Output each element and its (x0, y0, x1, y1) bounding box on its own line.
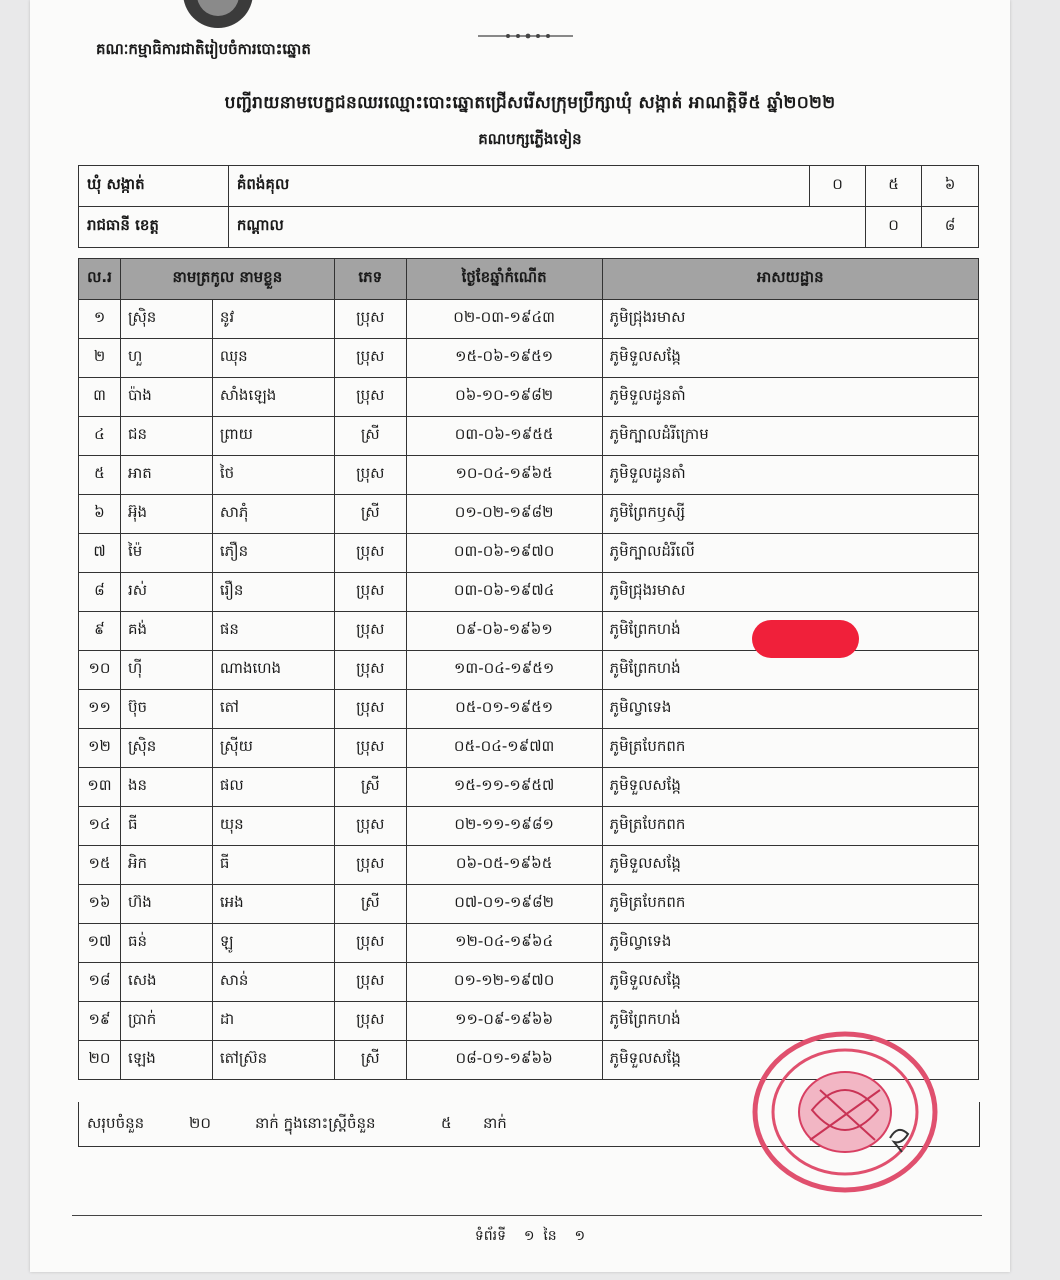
given-name-cell: ណាងហេង (212, 651, 334, 690)
page-of-label: នៃ (543, 1228, 557, 1244)
sex-cell: ប្រុស (334, 456, 406, 495)
address-cell: ភូមិទួលសង្កែ (602, 768, 978, 807)
given-name-cell: តៅស្រ៊ន (212, 1041, 334, 1080)
sex-cell: ប្រុស (334, 573, 406, 612)
row-number: ១ (79, 300, 121, 339)
date-of-birth-cell: ១៥-១១-១៩៥៧ (406, 768, 602, 807)
date-of-birth-cell: ១០-០៤-១៩៦៥ (406, 456, 602, 495)
province-code-digit: ៨ (922, 207, 979, 248)
table-row (79, 300, 979, 339)
province-label: រាជធានី ខេត្ត (79, 207, 229, 248)
given-name-cell: សាំងឡេង (212, 378, 334, 417)
address-cell: ភូមិជ្រុងរមាស (602, 573, 978, 612)
given-name-cell: ឡូ (212, 924, 334, 963)
given-name-cell: យុន (212, 807, 334, 846)
table-row (79, 885, 979, 924)
date-of-birth-cell: ០៥-០៤-១៩៧៣ (406, 729, 602, 768)
given-name-cell: សាភុំ (212, 495, 334, 534)
column-header-address: អាសយដ្ឋាន (602, 259, 978, 300)
sex-cell: ស្រី (334, 768, 406, 807)
surname-cell: ធន់ (120, 924, 212, 963)
surname-cell: សេង (120, 963, 212, 1002)
table-row (79, 378, 979, 417)
address-cell: ភូមិត្របែកពក (602, 729, 978, 768)
sex-cell: ស្រី (334, 885, 406, 924)
commune-row (79, 166, 979, 207)
table-header-row (79, 259, 979, 300)
address-cell: ភូមិត្របែកពក (602, 807, 978, 846)
given-name-cell: ធី (212, 846, 334, 885)
row-number: ៤ (79, 417, 121, 456)
surname-cell: ម៉ៃ (120, 534, 212, 573)
date-of-birth-cell: ០១-១២-១៩៧០ (406, 963, 602, 1002)
official-seal-icon (750, 1030, 940, 1195)
address-cell: ភូមិទួលដូនតាំ (602, 456, 978, 495)
surname-cell: ឡេង (120, 1041, 212, 1080)
surname-cell: ស្រ៊ិន (120, 300, 212, 339)
row-number: ១៤ (79, 807, 121, 846)
given-name-cell: សាន់ (212, 963, 334, 1002)
commission-name: គណៈកម្មាធិការជាតិរៀបចំការបោះឆ្នោត (96, 40, 311, 58)
party-name: គណបក្សភ្លើងទៀន (478, 130, 582, 148)
women-count: ៥ (441, 1114, 452, 1132)
row-number: ១៨ (79, 963, 121, 1002)
sex-cell: ប្រុស (334, 378, 406, 417)
sex-cell: ប្រុស (334, 924, 406, 963)
table-row (79, 339, 979, 378)
given-name-cell: ថៃ (212, 456, 334, 495)
date-of-birth-cell: ០៣-០៦-១៩៧៤ (406, 573, 602, 612)
total-count: ២០ (189, 1114, 211, 1132)
row-number: ១៧ (79, 924, 121, 963)
row-number: ១៣ (79, 768, 121, 807)
sex-cell: ប្រុស (334, 729, 406, 768)
commune-value: គំពង់គុល (228, 166, 809, 207)
column-header-dob: ថ្ងៃខែឆ្នាំកំណើត (406, 259, 602, 300)
address-cell: ភូមិជ្រុងរមាស (602, 300, 978, 339)
sex-cell: ប្រុស (334, 963, 406, 1002)
date-of-birth-cell: ០២-០៣-១៩៤៣ (406, 300, 602, 339)
row-number: ១១ (79, 690, 121, 729)
table-row (79, 729, 979, 768)
date-of-birth-cell: ១៥-០៦-១៩៥១ (406, 339, 602, 378)
row-number: ៧ (79, 534, 121, 573)
sex-cell: ប្រុស (334, 339, 406, 378)
given-name-cell: រឿន (212, 573, 334, 612)
row-number: ២០ (79, 1041, 121, 1080)
surname-cell: អ៊ុង (120, 495, 212, 534)
surname-cell: រស់ (120, 573, 212, 612)
candidates-table (78, 258, 979, 1080)
row-number: ២ (79, 339, 121, 378)
surname-cell: ហួ (120, 339, 212, 378)
row-number: ១២ (79, 729, 121, 768)
page-number (0, 1226, 1060, 1247)
given-name-cell: អេង (212, 885, 334, 924)
commune-code-digit: ០ (810, 166, 866, 207)
address-cell: ភូមិព្រែកហង់ (602, 651, 978, 690)
table-row (79, 417, 979, 456)
table-row (79, 963, 979, 1002)
province-row (79, 207, 979, 248)
table-row (79, 456, 979, 495)
sex-cell: ប្រុស (334, 1002, 406, 1041)
surname-cell: អាត (120, 456, 212, 495)
decorative-divider-icon (478, 30, 573, 42)
given-name-cell: ព្រាយ (212, 417, 334, 456)
date-of-birth-cell: ០២-១១-១៩៨១ (406, 807, 602, 846)
date-of-birth-cell: ០៦-១០-១៩៨២ (406, 378, 602, 417)
address-cell: ភូមិត្របែកពក (602, 885, 978, 924)
sex-cell: ប្រុស (334, 300, 406, 339)
address-cell: ភូមិព្រែកឫស្សី (602, 495, 978, 534)
table-row (79, 690, 979, 729)
given-name-cell: ផន (212, 612, 334, 651)
given-name-cell: ភឿន (212, 534, 334, 573)
sex-cell: ប្រុស (334, 846, 406, 885)
date-of-birth-cell: ១១-០៩-១៩៦៦ (406, 1002, 602, 1041)
surname-cell: អិក (120, 846, 212, 885)
row-number: ១៦ (79, 885, 121, 924)
table-row (79, 573, 979, 612)
surname-cell: ស្រ៊ិន (120, 729, 212, 768)
address-cell: ភូមិទួលសង្កែ (602, 1041, 978, 1080)
total-label: សរុបចំនួន (87, 1114, 145, 1132)
sex-cell: ប្រុស (334, 807, 406, 846)
total-unit-label: នាក់ ក្នុងនោះស្ត្រីចំនួន (255, 1114, 376, 1132)
table-row (79, 807, 979, 846)
row-number: ៥ (79, 456, 121, 495)
date-of-birth-cell: ០១-០២-១៩៨២ (406, 495, 602, 534)
table-row (79, 534, 979, 573)
row-number: ១០ (79, 651, 121, 690)
date-of-birth-cell: ០៩-០៦-១៩៦១ (406, 612, 602, 651)
page-label: ទំព័រទី (474, 1228, 506, 1244)
address-cell: ភូមិទួលសង្កែ (602, 339, 978, 378)
province-code-digit: ០ (866, 207, 922, 248)
date-of-birth-cell: ០៧-០១-១៩៨២ (406, 885, 602, 924)
address-cell: ភូមិទួលសង្កែ (602, 963, 978, 1002)
row-number: ៣ (79, 378, 121, 417)
page-total: ១ (574, 1228, 586, 1244)
surname-cell: ប៉ាង (120, 378, 212, 417)
table-row (79, 846, 979, 885)
address-cell: ភូមិទួលសង្កែ (602, 846, 978, 885)
given-name-cell: ដា (212, 1002, 334, 1041)
row-number: ១៥ (79, 846, 121, 885)
date-of-birth-cell: ១៣-០៤-១៩៥១ (406, 651, 602, 690)
table-row (79, 768, 979, 807)
sex-cell: ប្រុស (334, 651, 406, 690)
surname-cell: ហ៊ង (120, 885, 212, 924)
sex-cell: ប្រុស (334, 534, 406, 573)
column-header-no: ល.រ (79, 259, 121, 300)
commune-code-digit: ៦ (922, 166, 979, 207)
table-body (79, 300, 979, 1080)
given-name-cell: ឈុន (212, 339, 334, 378)
surname-cell: ប្រាក់ (120, 1002, 212, 1041)
sex-cell: ស្រី (334, 495, 406, 534)
address-cell: ភូមិក្បាលដំរីក្រោម (602, 417, 978, 456)
table-row (79, 495, 979, 534)
surname-cell: ងន (120, 768, 212, 807)
page-current: ១ (523, 1228, 535, 1244)
column-header-sex: ភេទ (334, 259, 406, 300)
address-cell: ភូមិទួលដូនតាំ (602, 378, 978, 417)
address-cell: ភូមិល្វាទេង (602, 690, 978, 729)
commune-code-digit: ៥ (866, 166, 922, 207)
row-number: ៩ (79, 612, 121, 651)
sex-cell: ប្រុស (334, 612, 406, 651)
sex-cell: ប្រុស (334, 690, 406, 729)
date-of-birth-cell: ០៦-០៥-១៩៦៥ (406, 846, 602, 885)
row-number: ៨ (79, 573, 121, 612)
date-of-birth-cell: ០៨-០១-១៩៦៦ (406, 1041, 602, 1080)
address-cell: ភូមិល្វាទេង (602, 924, 978, 963)
page-title: បញ្ជីរាយនាមបេក្ខជនឈរឈ្មោះបោះឆ្នោតជ្រើសរើសក្រុមប្រឹក្សាឃុំ សង្កាត់ អាណត្តិទី៥ ឆ្នាំ២០២២ (224, 93, 836, 113)
column-header-name: នាមត្រកូល នាមខ្លួន (120, 259, 334, 300)
surname-cell: គង់ (120, 612, 212, 651)
province-value: កណ្តាល (228, 207, 865, 248)
address-cell: ភូមិព្រែកហង់ (602, 1002, 978, 1041)
sex-cell: ស្រី (334, 417, 406, 456)
row-number: ១៩ (79, 1002, 121, 1041)
table-row (79, 924, 979, 963)
sex-cell: ស្រី (334, 1041, 406, 1080)
given-name-cell: ស្រ៊ីយ (212, 729, 334, 768)
given-name-cell: នូវ (212, 300, 334, 339)
date-of-birth-cell: ១២-០៤-១៩៦៤ (406, 924, 602, 963)
address-cell: ភូមិក្បាលដំរីលើ (602, 534, 978, 573)
commune-label: ឃុំ សង្កាត់ (79, 166, 229, 207)
footer-divider (72, 1215, 982, 1216)
surname-cell: ជន (120, 417, 212, 456)
date-of-birth-cell: ០៥-០១-១៩៥១ (406, 690, 602, 729)
surname-cell: ហ៊ី (120, 651, 212, 690)
date-of-birth-cell: ០៣-០៦-១៩៥៥ (406, 417, 602, 456)
address-cell: ភូមិព្រែកហង់ (602, 612, 978, 651)
redaction-mark (752, 620, 859, 658)
women-unit-label: នាក់ (483, 1114, 507, 1132)
location-info-table (78, 165, 979, 248)
surname-cell: ប៊ុច (120, 690, 212, 729)
given-name-cell: តៅ (212, 690, 334, 729)
date-of-birth-cell: ០៣-០៦-១៩៧០ (406, 534, 602, 573)
given-name-cell: ផល (212, 768, 334, 807)
surname-cell: ធី (120, 807, 212, 846)
row-number: ៦ (79, 495, 121, 534)
